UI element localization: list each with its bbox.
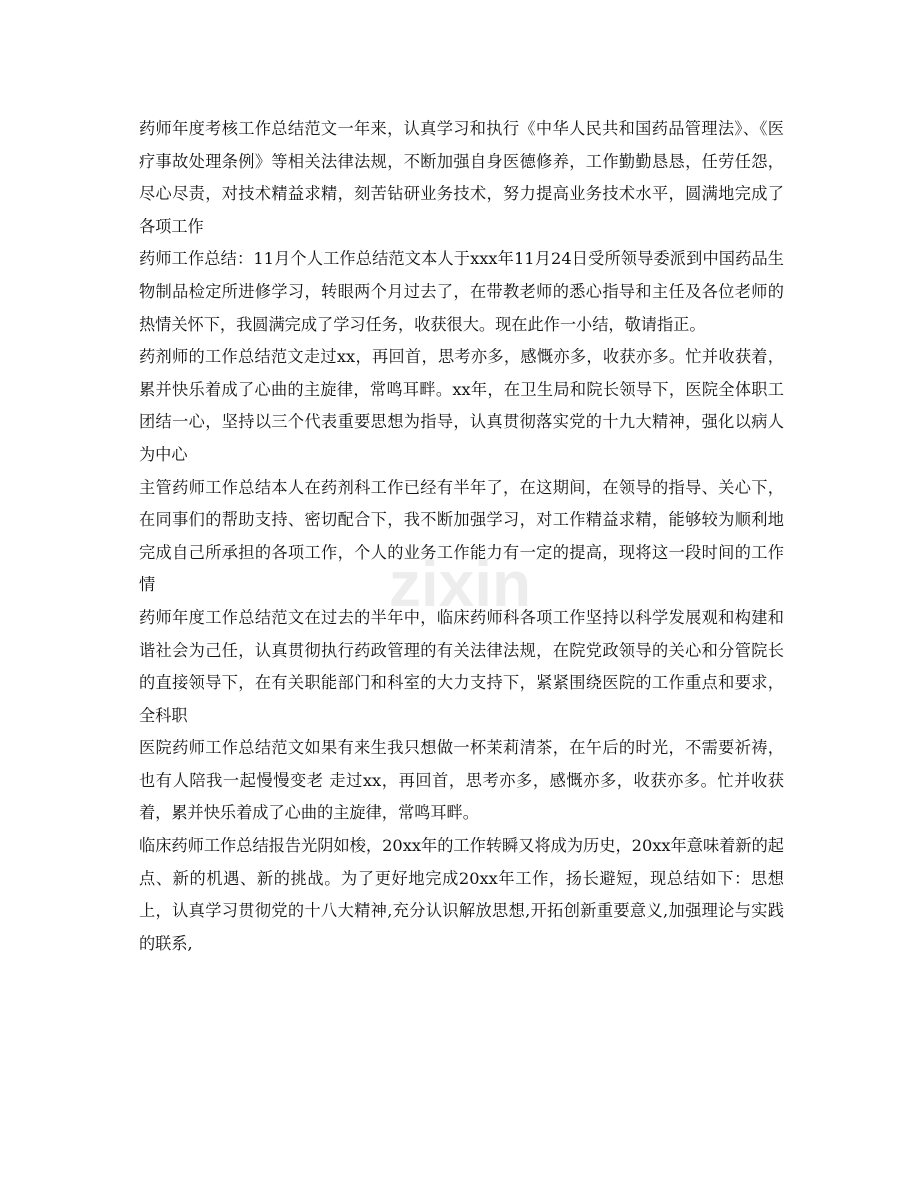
paragraph-5: 药师年度工作总结范文在过去的半年中，临床药师科各项工作坚持以科学发展观和构建和谐社会为己任，认真贯彻执行药政管理的有关法律法规，在院党政领导的关心和分管院长的直接领导下，在有关职能部门和科室的大力支持下，紧紧围绕医院的工作重点和要求，全科职 (139, 607, 784, 725)
paragraph-1: 药师年度考核工作总结范文一年来，认真学习和执行《中华人民共和国药品管理法》、《医疗事故处理条例》等相关法律法规，不断加强自身医德修养，工作勤勤恳恳，任劳任怨，尽心尽责，对技术精益求精，刻苦钻研业务技术，努力提高业务技术水平，圆满地完成了各项工作 (139, 119, 784, 236)
paragraph-4: 主管药师工作总结本人在药剂科工作已经有半年了，在这期间，在领导的指导、关心下，在同事们的帮助支持、密切配合下，我不断加强学习，对工作精益求精，能够较为顺利地完成自己所承担的各项工作，个人的业务工作能力有一定的提高，现将这一段时间的工作情 (139, 477, 784, 595)
paragraph-3: 药剂师的工作总结范文走过xx，再回首，思考亦多，感慨亦多，收获亦多。忙并收获着，累并快乐着成了心曲的主旋律，常鸣耳畔。xx年，在卫生局和院长领导下，医院全体职工团结一心，坚持以三个代表重要思想为指导，认真贯彻落实党的十九大精神，强化以病人为中心 (139, 347, 784, 464)
paragraph-6: 医院药师工作总结范文如果有来生我只想做一杯茉莉清茶，在午后的时光，不需要祈祷，也有人陪我一起慢慢变老 走过xx，再回首，思考亦多，感慨亦多，收获亦多。忙并收获着，累并快乐着成了心曲的主旋律，常鸣耳畔。 (139, 738, 784, 823)
paragraph-2: 药师工作总结：11月个人工作总结范文本人于xxx年11月24日受所领导委派到中国药品生物制品检定所进修学习，转眼两个月过去了，在带教老师的悉心指导和主任及各位老师的热情关怀下，我圆满完成了学习任务，收获很大。现在此作一小结，敬请指正。 (139, 249, 784, 334)
document-body (139, 113, 784, 960)
watermark-text: zixin (388, 548, 532, 620)
paragraph-7: 临床药师工作总结报告光阴如梭，20xx年的工作转瞬又将成为历史，20xx年意味着新的起点、新的机遇、新的挑战。为了更好地完成20xx年工作，扬长避短，现总结如下：思想上，认真学习贯彻党的十八大精神,充分认识解放思想,开拓创新重要意义,加强理论与实践的联系, (139, 836, 784, 953)
